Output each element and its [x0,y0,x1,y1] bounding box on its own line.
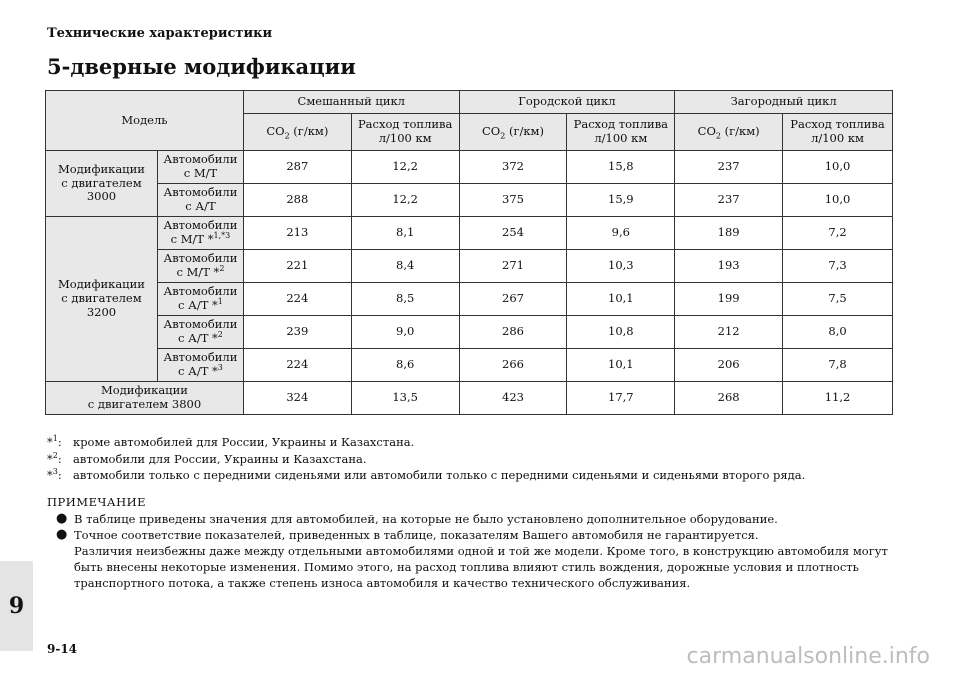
table-row [46,184,893,217]
value-cell: 224 [243,349,351,382]
value-cell: 13,5 [351,382,459,415]
variant-label: Автомобили с А/Т *$^2$ [157,316,243,349]
value-cell: 10,8 [567,316,675,349]
footnote: *$^3$: автомобили только с передними сиденьями или автомобили только с передними сиденьями и сиденьями второго ряда. [47,467,806,482]
fuel-header: Расход топлива л/100 км [567,114,675,151]
value-cell: 7,8 [783,349,893,382]
watermark: carmanualsonline.info [686,644,930,669]
value-cell: 286 [459,316,567,349]
value-cell: 7,5 [783,283,893,316]
fuel-header: Расход топлива л/100 км [351,114,459,151]
note-title: ПРИМЕЧАНИЕ [47,495,147,509]
table-row [46,151,893,184]
page-number: 9-14 [47,642,78,656]
value-cell: 271 [459,250,567,283]
table-row [46,382,893,415]
value-cell: 8,4 [351,250,459,283]
cycle-header: Смешанный цикл [243,91,459,114]
value-cell: 212 [675,316,783,349]
table-row [46,217,893,250]
value-cell: 199 [675,283,783,316]
variant-label: Автомобили с А/Т *$^3$ [157,349,243,382]
value-cell: 8,0 [783,316,893,349]
value-cell: 10,0 [783,184,893,217]
value-cell: 254 [459,217,567,250]
table-row [46,349,893,382]
value-cell: 15,8 [567,151,675,184]
notes [56,511,896,591]
variant-label: Автомобили с М/Т [157,151,243,184]
table-row [46,283,893,316]
bullet-icon: ● [56,511,68,526]
value-cell: 266 [459,349,567,382]
value-cell: 7,2 [783,217,893,250]
group-label: Модификации с двигателем 3200 [46,217,158,382]
value-cell: 287 [243,151,351,184]
value-cell: 423 [459,382,567,415]
value-cell: 7,3 [783,250,893,283]
value-cell: 9,6 [567,217,675,250]
value-cell: 193 [675,250,783,283]
value-cell: 206 [675,349,783,382]
value-cell: 10,1 [567,283,675,316]
cycle-header: Городской цикл [459,91,675,114]
variant-label: Автомобили с М/Т *$^{1,*3}$ [157,217,243,250]
group-label: Модификации с двигателем 3800 [46,382,244,415]
value-cell: 12,2 [351,151,459,184]
value-cell: 213 [243,217,351,250]
value-cell: 237 [675,151,783,184]
variant-label: Автомобили с М/Т *$^2$ [157,250,243,283]
co2-header: $CO_2$ (г/км) [243,114,351,151]
value-cell: 288 [243,184,351,217]
running-header: Технические характеристики [47,26,273,41]
value-cell: 10,3 [567,250,675,283]
value-cell: 267 [459,283,567,316]
table-row [46,250,893,283]
note-item: ● Точное соответствие показателей, приведенных в таблице, показателям Вашего автомобиля не гарантируется. [56,527,759,542]
group-label: Модификации с двигателем 3000 [46,151,158,217]
spec-table [45,90,893,415]
value-cell: 268 [675,382,783,415]
value-cell: 189 [675,217,783,250]
value-cell: 10,0 [783,151,893,184]
value-cell: 221 [243,250,351,283]
co2-header: $CO_2$ (г/км) [459,114,567,151]
value-cell: 12,2 [351,184,459,217]
note-item: ● В таблице приведены значения для автомобилей, на которые не было установлено дополнительное оборудование. [56,511,778,526]
value-cell: 10,1 [567,349,675,382]
value-cell: 375 [459,184,567,217]
section-tab: 9 [0,561,33,651]
page-title: 5-дверные модификации [47,54,356,79]
value-cell: 8,5 [351,283,459,316]
value-cell: 11,2 [783,382,893,415]
cycle-header: Загородный цикл [675,91,893,114]
variant-label: Автомобили с А/Т *$^1$ [157,283,243,316]
value-cell: 15,9 [567,184,675,217]
value-cell: 239 [243,316,351,349]
value-cell: 237 [675,184,783,217]
model-header: Модель [46,91,244,151]
footnote: *$^1$: кроме автомобилей для России, Украины и Казахстана. [47,434,415,449]
footnote: *$^2$: автомобили для России, Украины и Казахстана. [47,450,367,466]
footnotes [47,434,805,484]
value-cell: 17,7 [567,382,675,415]
bullet-icon: ● [56,527,68,542]
table-row [46,316,893,349]
note-continuation: Различия неизбежны даже между отдельными автомобилями одной и той же модели. Кроме того, в конструкцию автомобиля могут быть внесены некоторые изменения. Помимо этого, на расход топлива влияют стиль вождения, дорожные условия и плотность транспортного потока, а также степень износа автомобиля и качество технического обслуживания. [74,544,888,590]
value-cell: 372 [459,151,567,184]
value-cell: 8,1 [351,217,459,250]
variant-label: Автомобили с А/Т [157,184,243,217]
co2-header: $CO_2$ (г/км) [675,114,783,151]
value-cell: 9,0 [351,316,459,349]
value-cell: 8,6 [351,349,459,382]
fuel-header: Расход топлива л/100 км [783,114,893,151]
value-cell: 224 [243,283,351,316]
value-cell: 324 [243,382,351,415]
